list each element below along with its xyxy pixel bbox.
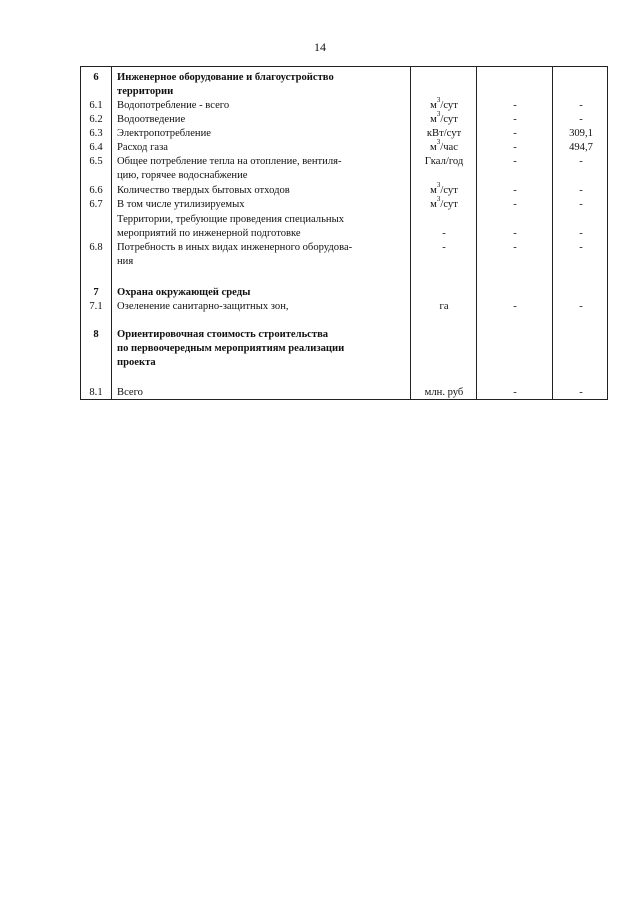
row-value-2: - <box>579 185 583 196</box>
row-name: Водоотведение <box>117 114 186 125</box>
row-number: 6.1 <box>89 100 103 111</box>
row-name: территории <box>117 86 174 97</box>
unit-superscript: 3 <box>436 96 441 105</box>
row-unit <box>411 138 477 154</box>
unit-rest: /сут <box>440 114 458 125</box>
row-unit <box>411 110 477 126</box>
row-value-2: - <box>579 228 583 239</box>
row-value-2: - <box>579 199 583 210</box>
row-value-2: 494,7 <box>569 142 593 153</box>
unit-rest: /сут <box>440 185 458 196</box>
row-unit: кВт/сут <box>426 128 462 139</box>
row-unit <box>411 181 477 197</box>
row-value-2: - <box>579 242 583 253</box>
unit-rest: /час <box>440 142 458 153</box>
row-name: Охрана окружающей среды <box>117 287 251 298</box>
unit-superscript: 3 <box>436 195 441 204</box>
row-value-1: - <box>513 301 517 312</box>
row-number: 7 <box>93 287 99 298</box>
unit-rest: /сут <box>440 199 458 210</box>
row-value-1: - <box>513 156 517 167</box>
row-number: 6 <box>93 72 99 83</box>
unit-base: м <box>430 199 437 210</box>
page-number: 14 <box>314 40 326 54</box>
row-value-1: - <box>513 100 517 111</box>
row-name: Расход газа <box>117 142 169 153</box>
row-value-2: - <box>579 387 583 398</box>
row-number: 6.3 <box>89 128 103 139</box>
row-name: Количество твердых бытовых отходов <box>117 185 290 196</box>
row-unit: млн. руб <box>424 387 464 398</box>
row-name: Общее потребление тепла на отопление, вентиля- <box>117 156 342 167</box>
row-value-1: - <box>513 387 517 398</box>
row-name: Всего <box>117 387 143 398</box>
row-unit: - <box>442 228 446 239</box>
unit-base: м <box>430 185 437 196</box>
unit-rest: /сут <box>440 100 458 111</box>
unit-superscript: 3 <box>436 110 441 119</box>
column-divider <box>111 67 112 399</box>
row-value-1: - <box>513 242 517 253</box>
row-value-2: - <box>579 100 583 111</box>
row-value-1: - <box>513 199 517 210</box>
row-value-2: - <box>579 114 583 125</box>
row-number: 6.5 <box>89 156 103 167</box>
row-name: Озеленение санитарно-защитных зон, <box>117 301 289 312</box>
row-number: 8 <box>93 329 99 340</box>
row-name: Ориентировочная стоимость строительства <box>117 329 329 340</box>
row-unit <box>411 96 477 112</box>
row-value-2: - <box>579 156 583 167</box>
row-name: Электропотребление <box>117 128 211 139</box>
row-name: цию, горячее водоснабжение <box>117 170 248 181</box>
unit-superscript: 3 <box>436 138 441 147</box>
row-name: проекта <box>117 357 156 368</box>
row-number: 6.4 <box>89 142 103 153</box>
row-name: по первоочередным мероприятиям реализации <box>117 343 345 354</box>
row-name: Потребность в иных видах инженерного оборудова- <box>117 242 353 253</box>
row-name: Территории, требующие проведения специальных <box>117 214 345 225</box>
row-value-1: - <box>513 114 517 125</box>
row-number: 6.8 <box>89 242 103 253</box>
row-name: Инженерное оборудование и благоустройство <box>117 72 334 83</box>
unit-base: м <box>430 114 437 125</box>
row-unit <box>411 195 477 211</box>
row-number: 6.6 <box>89 185 103 196</box>
unit-superscript: 3 <box>436 181 441 190</box>
row-value-2: - <box>579 301 583 312</box>
unit-base: м <box>430 142 437 153</box>
row-number: 6.7 <box>89 199 103 210</box>
row-unit: га <box>439 301 449 312</box>
row-name: Водопотребление - всего <box>117 100 230 111</box>
row-value-1: - <box>513 185 517 196</box>
data-table <box>80 66 608 400</box>
row-value-1: - <box>513 228 517 239</box>
row-value-2: 309,1 <box>569 128 593 139</box>
row-number: 6.2 <box>89 114 103 125</box>
unit-base: м <box>430 100 437 111</box>
row-number: 7.1 <box>89 301 103 312</box>
row-unit: - <box>442 242 446 253</box>
row-unit: Гкал/год <box>424 156 464 167</box>
row-name: ния <box>117 256 134 267</box>
row-name: мероприятий по инженерной подготовке <box>117 228 301 239</box>
row-name: В том числе утилизируемых <box>117 199 245 210</box>
row-value-1: - <box>513 128 517 139</box>
row-number: 8.1 <box>89 387 103 398</box>
row-value-1: - <box>513 142 517 153</box>
